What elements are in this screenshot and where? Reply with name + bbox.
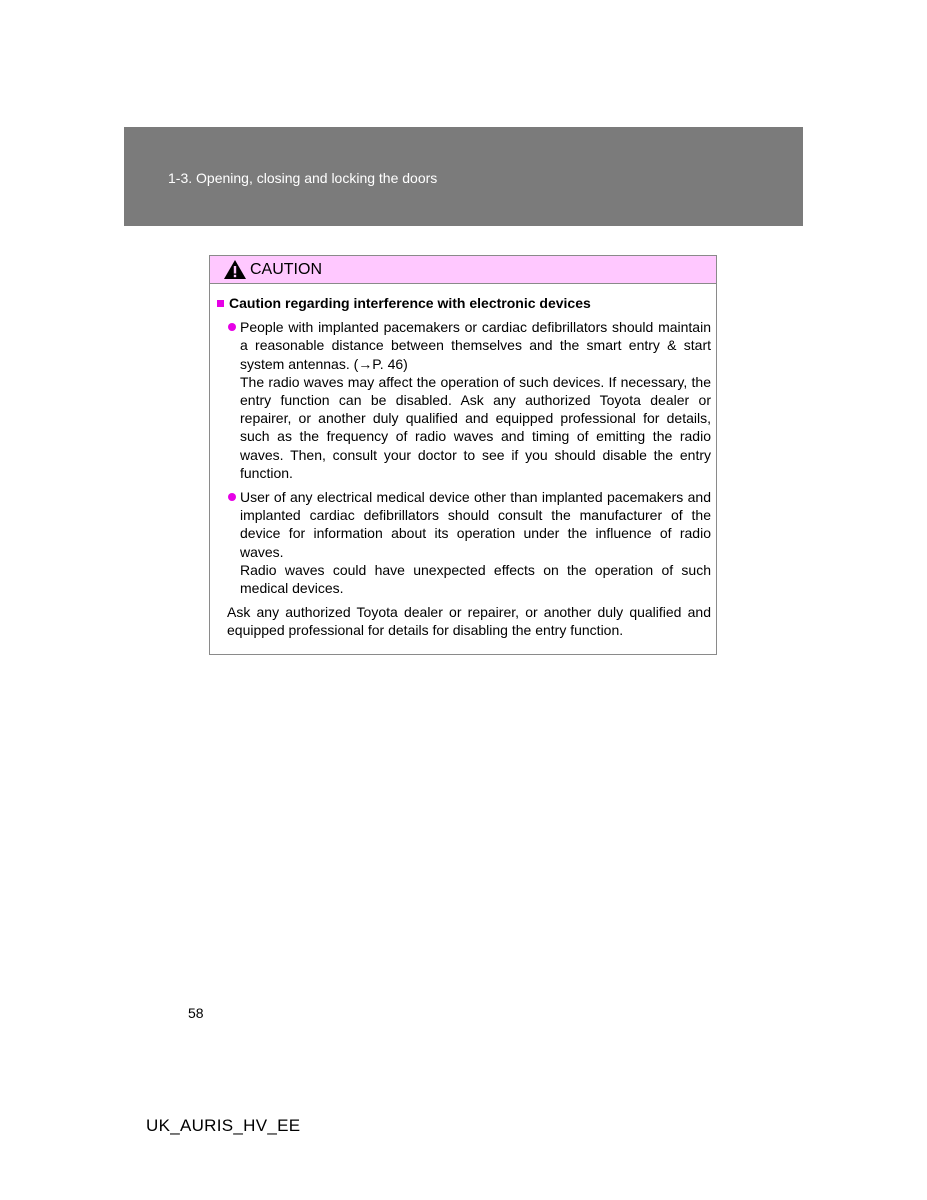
caution-footer-note: Ask any authorized Toyota dealer or repairer, or another duly qualified and equipped professional for details for disabling the entry function. <box>227 604 711 639</box>
circle-bullet-icon <box>228 323 236 331</box>
list-item <box>216 318 711 482</box>
page-number: 58 <box>188 1005 204 1021</box>
caution-body <box>210 284 716 640</box>
list-item-text: User of any electrical medical device other than implanted pacemakers and implanted cardiac defibrillators should consult the manufacturer of the device for information about its operation under the influence of radio waves. <box>240 489 711 560</box>
warning-triangle-icon <box>223 259 247 280</box>
document-code: UK_AURIS_HV_EE <box>146 1116 301 1135</box>
header-band <box>124 127 803 226</box>
list-item-detail: Radio waves could have unexpected effects on the operation of such medical devices. <box>240 561 711 597</box>
square-bullet-icon <box>217 300 224 307</box>
caution-heading <box>216 294 711 312</box>
section-title: 1-3. Opening, closing and locking the doors <box>168 170 438 186</box>
caution-box <box>209 255 717 655</box>
circle-bullet-icon <box>228 493 236 501</box>
list-item-text: People with implanted pacemakers or cardiac defibrillators should maintain a reasonable distance between themselves and the smart entry & start system antennas. (→P. 46) <box>240 319 711 372</box>
caution-label: CAUTION <box>250 261 322 278</box>
caution-heading-text: Caution regarding interference with electronic devices <box>229 295 591 311</box>
caution-header <box>210 256 716 284</box>
list-item <box>216 488 711 597</box>
list-item-detail: The radio waves may affect the operation of such devices. If necessary, the entry function can be disabled. Ask any authorized Toyota dealer or repairer, or another duly qualified and equipped professional for details, such as the frequency of radio waves and timing of emitting the radio waves. Then, consult your doctor to see if you should disable the entry function. <box>240 373 711 481</box>
